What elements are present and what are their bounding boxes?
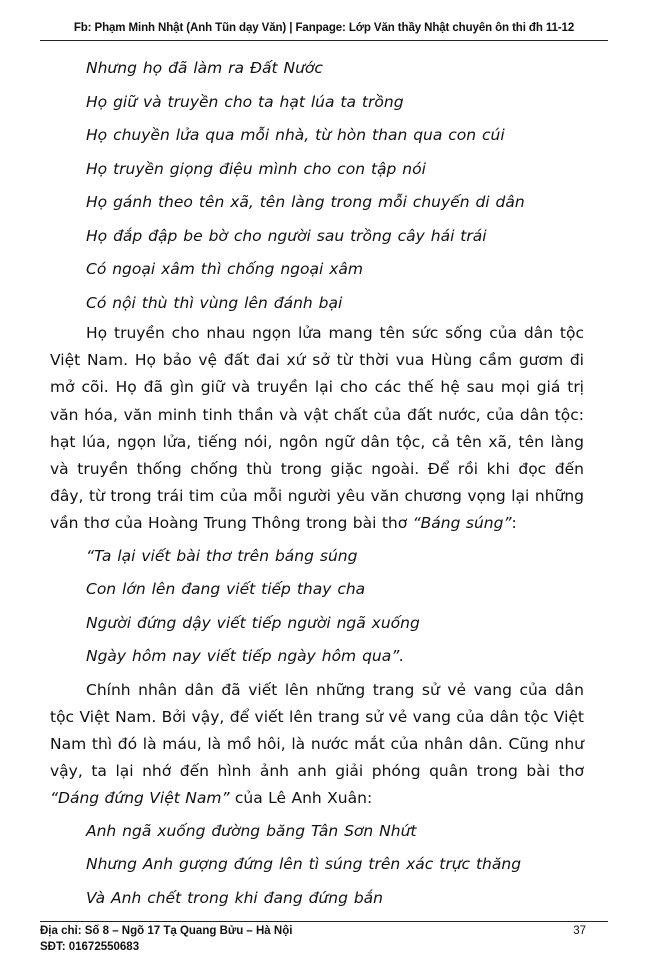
footer-address: Địa chỉ: Số 8 – Ngõ 17 Tạ Quang Bửu – Hà Nội bbox=[40, 925, 293, 937]
paragraph-text: Chính nhân dân đã viết lên những trang sử vẻ vang của dân tộc Việt Nam. Bởi vậy, để viết lên trang sử vẻ vang của dân tộc Việt Nam thì đó là máu, là mồ hôi, là nước mắt của nhân dân. Cũng như vậy, ta lại nhớ đến hình ảnh anh giải phóng quân trong bài thơ bbox=[50, 680, 584, 781]
paragraph-tail: của Lê Anh Xuân: bbox=[229, 789, 373, 808]
poem-title: “Báng súng” bbox=[412, 514, 512, 533]
verse-line: Nhưng họ đã làm ra Đất Nước bbox=[86, 59, 323, 77]
verse-line: Người đứng dậy viết tiếp người ngã xuống bbox=[86, 613, 420, 632]
footer-divider bbox=[40, 921, 608, 922]
poem-title: “Dáng đứng Việt Nam” bbox=[50, 789, 230, 808]
verse-line: Có nội thù thì vùng lên đánh bại bbox=[86, 293, 343, 312]
verse-line: Ngày hôm nay viết tiếp ngày hôm qua”. bbox=[86, 647, 405, 666]
verse-line: Họ chuyền lửa qua mỗi nhà, từ hòn than qua con cúi bbox=[86, 126, 505, 144]
body-paragraph bbox=[50, 677, 584, 813]
page-header: Fb: Phạm Minh Nhật (Anh Tũn dạy Văn) | Fanpage: Lớp Văn thầy Nhật chuyên ôn thi đh 11-12 bbox=[73, 22, 575, 34]
verse-line: Anh ngã xuống đường băng Tân Sơn Nhứt bbox=[86, 821, 417, 840]
page-content bbox=[50, 52, 584, 915]
verse-line: Họ giữ và truyền cho ta hạt lúa ta trồng bbox=[86, 92, 404, 111]
paragraph-tail: : bbox=[511, 514, 517, 533]
verse-line: Con lớn lên đang viết tiếp thay cha bbox=[86, 580, 366, 599]
header-divider bbox=[40, 40, 608, 41]
verse-line: Nhưng Anh gượng đứng lên tì súng trên xác trực thăng bbox=[86, 855, 522, 874]
verse-line: Có ngoại xâm thì chống ngoại xâm bbox=[86, 260, 364, 278]
verse-line: Và Anh chết trong khi đang đứng bắn bbox=[86, 888, 383, 907]
verse-line: Họ đắp đập be bờ cho người sau trồng cây hái trái bbox=[86, 226, 487, 245]
page-number: 37 bbox=[573, 925, 586, 937]
verse-line: Họ truyền giọng điệu mình cho con tập nói bbox=[86, 159, 426, 178]
verse-line: “Ta lại viết bài thơ trên báng súng bbox=[86, 546, 358, 565]
paragraph-text: Họ truyền cho nhau ngọn lửa mang tên sức sống của dân tộc Việt Nam. Họ bảo vệ đất đai xứ sở từ thời vua Hùng cầm gươm đi mở cõi. Họ đã gìn giữ và truyền lại cho các thế hệ sau mọi giá trị văn hóa, văn minh tinh thần và vật chất của đất nước, của dân tộc: hạt lúa, ngọn lửa, tiếng nói, ngôn ngữ dân tộc, cả tên xã, tên làng và truyền thống chống thù trong giặc ngoài. Để rồi khi đọc đến đây, từ trong trái tim của mỗi người yêu văn chương vọng lại những vần thơ của Hoàng Trung Thông trong bài thơ bbox=[50, 324, 584, 533]
footer-phone: SĐT: 01672550683 bbox=[40, 941, 140, 953]
verse-line: Họ gánh theo tên xã, tên làng trong mỗi chuyến di dân bbox=[86, 193, 525, 211]
body-paragraph bbox=[50, 320, 584, 538]
